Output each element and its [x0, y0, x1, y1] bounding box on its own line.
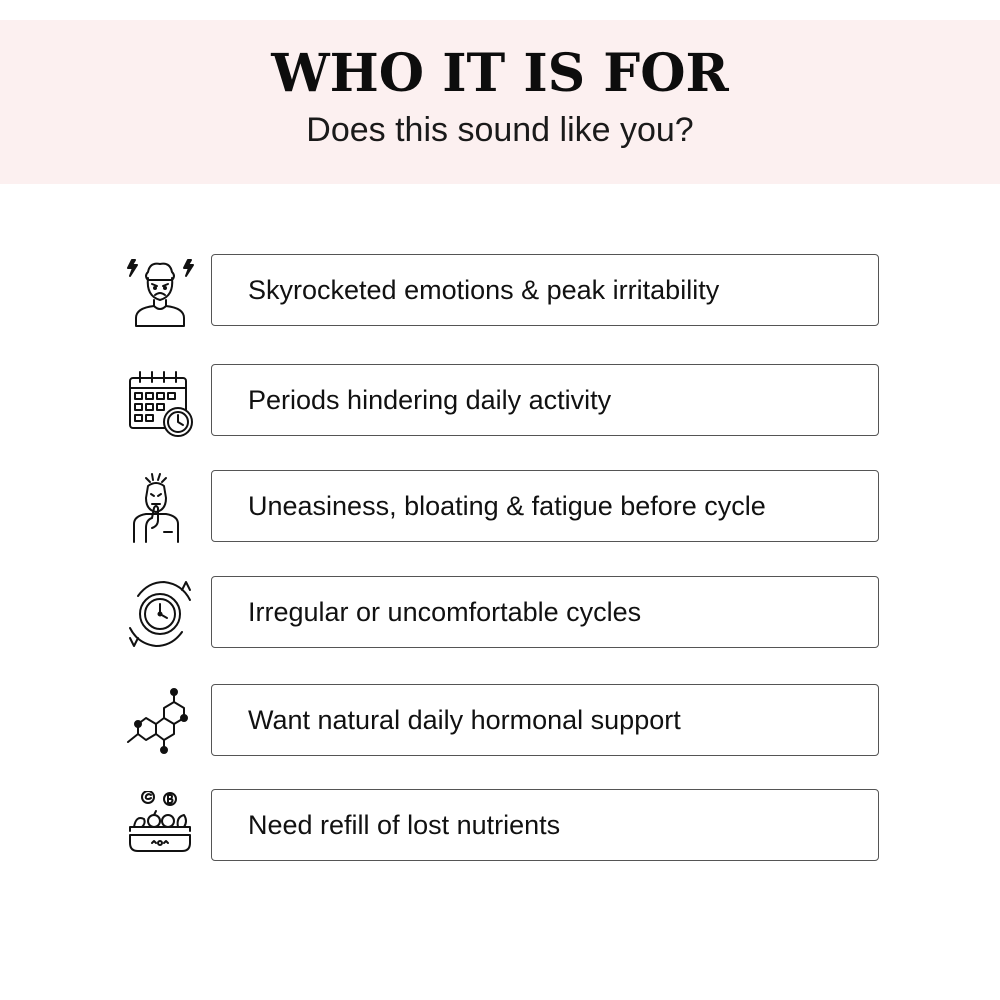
page-title: WHO IT IS FOR — [271, 43, 729, 104]
list-item — [0, 684, 1000, 758]
calendar-clock-icon — [124, 366, 196, 438]
item-box — [211, 576, 879, 648]
item-label: Need refill of lost nutrients — [248, 810, 561, 840]
list-item — [0, 254, 1000, 328]
item-label: Uneasiness, bloating & fatigue before cycle — [248, 491, 766, 521]
list-item — [0, 789, 1000, 863]
cycle-clock-icon — [124, 578, 196, 650]
item-label: Irregular or uncomfortable cycles — [248, 597, 642, 627]
page-subtitle: Does this sound like you? — [306, 111, 694, 149]
item-box — [211, 470, 879, 542]
item-box — [211, 364, 879, 436]
list-item — [0, 576, 1000, 650]
irritated-person-icon — [124, 256, 196, 328]
nutrient-bowl-icon — [124, 791, 196, 863]
list-item — [0, 470, 1000, 544]
list-item — [0, 364, 1000, 438]
molecule-icon — [124, 686, 196, 758]
item-label: Skyrocketed emotions & peak irritability — [248, 275, 720, 305]
item-box — [211, 684, 879, 756]
item-label: Periods hindering daily activity — [248, 385, 612, 415]
fatigued-person-icon — [124, 472, 196, 544]
item-box — [211, 789, 879, 861]
item-box — [211, 254, 879, 326]
item-label: Want natural daily hormonal support — [248, 705, 681, 735]
